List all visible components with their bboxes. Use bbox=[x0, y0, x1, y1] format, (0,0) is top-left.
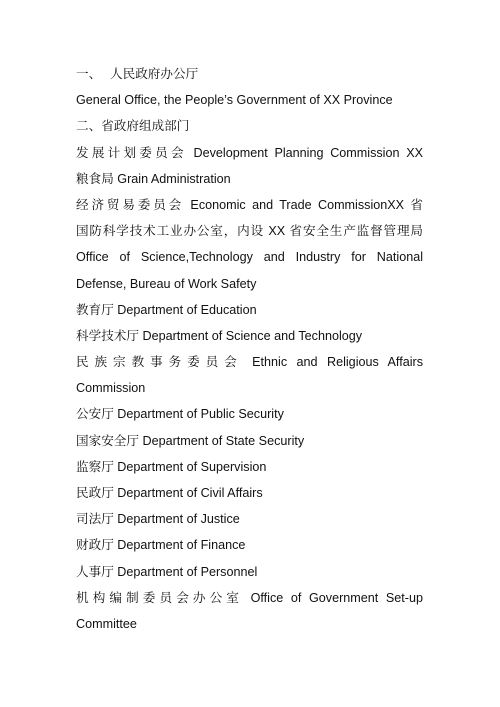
entry-ethnic-religious: 民族宗教事务委员会 Ethnic and Religious Affairs bbox=[76, 355, 423, 370]
entry-defense-office-en: Office of Science,Technology and Industry for National bbox=[76, 250, 423, 265]
section-heading-1 bbox=[76, 61, 423, 87]
entry-finance: 财政厅 Department of Finance bbox=[76, 538, 246, 553]
entry-supervision: 监察厅 Department of Supervision bbox=[76, 459, 267, 474]
entry-personnel: 人事厅 Department of Personnel bbox=[76, 564, 258, 579]
general-office-english: General Office, the People’s Government of XX Province bbox=[76, 93, 393, 108]
entry-economic-trade: 经济贸易委员会 Economic and Trade CommissionXX 省 bbox=[76, 197, 423, 212]
entry-government-setup: 机构编制委员会办公室 Office of Government Set-up bbox=[76, 590, 423, 605]
entry-education: 教育厅 Department of Education bbox=[76, 302, 257, 317]
entry-development-planning: 发展计划委员会 Development Planning Commission XX bbox=[76, 145, 423, 160]
document-body bbox=[76, 61, 423, 637]
entry-defense-office-en-cont: Defense, Bureau of Work Safety bbox=[76, 276, 257, 291]
entry-science-technology: 科学技术厅 Department of Science and Technology bbox=[76, 328, 363, 343]
section-number: 一、 bbox=[76, 67, 102, 81]
entry-state-security: 国家安全厅 Department of State Security bbox=[76, 433, 305, 448]
entry-justice: 司法厅 Department of Justice bbox=[76, 512, 240, 527]
entry-ethnic-religious-cont: Commission bbox=[76, 381, 146, 396]
entry-grain-administration: 粮食局 Grain Administration bbox=[76, 171, 231, 186]
entry-government-setup-cont: Committee bbox=[76, 616, 137, 631]
entry-civil-affairs: 民政厅 Department of Civil Affairs bbox=[76, 486, 263, 500]
section-title: 人民政府办公厅 bbox=[110, 67, 199, 81]
section-heading-2: 二、省政府组成部门 bbox=[76, 119, 190, 134]
entry-public-security: 公安厅 Department of Public Security bbox=[76, 407, 284, 422]
entry-defense-office-cn: 国防科学技术工业办公室，内设 XX 省安全生产监督管理局 bbox=[76, 224, 423, 239]
